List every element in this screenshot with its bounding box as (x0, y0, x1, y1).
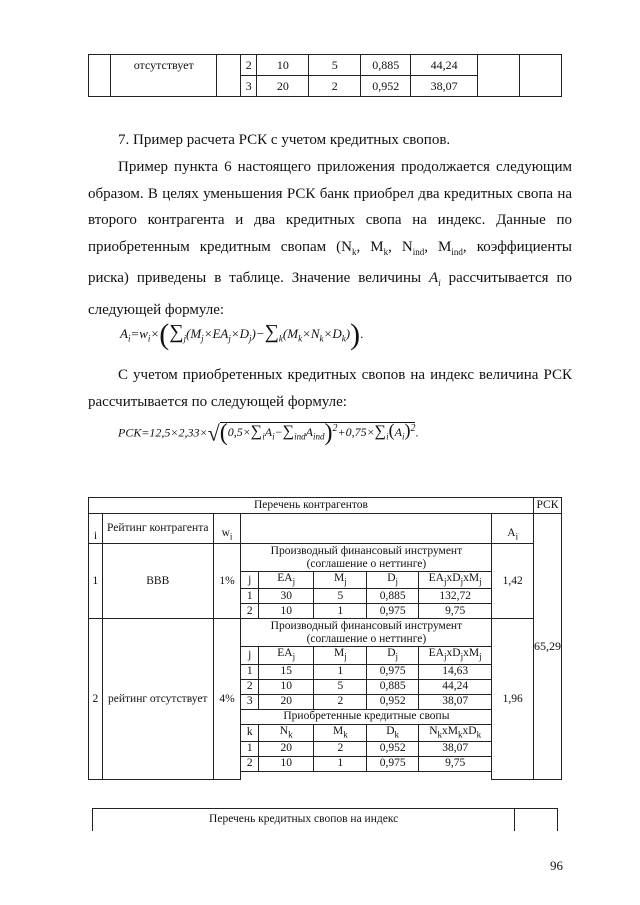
cp1-deriv-title: Производный финансовый инструмент (соглашение о неттинге) (241, 544, 492, 572)
index-cds-title: Перечень кредитных свопов на индекс (93, 809, 515, 831)
cp1-a: 1,42 (492, 544, 534, 619)
table-title: Перечень контрагентов (89, 498, 534, 514)
cp2-cds-title: Приобретенные кредитные свопы (241, 709, 492, 724)
top-table-fragment (88, 54, 562, 97)
top-m: 5 (309, 55, 361, 76)
paragraph-2: С учетом приобретенных кредитных свопов на индекс величина РСК рассчитывается по следующей формуле: (88, 367, 572, 410)
table-row: 2 10 5 0,885 44,24 (89, 679, 562, 694)
top-col-i (89, 55, 111, 76)
formula-ai: $A_i=w_i\times(\sum_j(M_j\times EA_j\times D_j)-\sum_k(M_k\times N_k\times D_k))$. (120, 318, 364, 351)
top-rating: отсутствует (111, 55, 217, 76)
table-row (89, 544, 562, 572)
table-row: 2 10 1 0,975 9,75 (89, 604, 562, 619)
section-heading: 7. Пример расчета РСК с учетом кредитных свопов. (118, 132, 451, 148)
index-cds-table (92, 808, 558, 831)
table-row (89, 55, 562, 76)
col-rating-header: Рейтинг контрагента (102, 514, 213, 544)
cp2-i: 2 (89, 619, 103, 780)
cp1-rating: BBB (102, 544, 213, 619)
top-prod: 44,24 (411, 55, 477, 76)
top-ea: 10 (257, 55, 309, 76)
table-row (89, 514, 562, 544)
col-a-header: $A_i$ (492, 514, 534, 544)
cp1-i: 1 (89, 544, 103, 619)
top-a (477, 55, 519, 76)
table-row: 2 10 1 0,975 9,75 (89, 756, 562, 771)
cp2-w: 4% (213, 619, 241, 780)
counterparty-table (88, 497, 562, 780)
table-row: j $EA_j$ $M_j$ $D_j$ $EA_jxD_jxM_j$ (89, 572, 562, 589)
rsk-header: РСК (533, 498, 561, 514)
table-row: 1 15 1 0,975 14,63 (89, 664, 562, 679)
paragraph-1: Пример пункта 6 настоящего приложения продолжается следующим образом. В целях уменьшения РСК банк приобрел два кредитных свопа на второго контрагента и два кредитных свопа на индекс. Данные по приобретенным кредитным свопам ($N_k$, $M_k$, $N_{ind}$, $M_{ind}$, коэффициенты риска) приведены в таблице. Значение величины $A_i$ рассчитывается по следующей формуле: (88, 159, 572, 318)
formula-rsk: $РСК=12,5\times 2,33\times√(0,5\times\sum_iA_i-\sum_{ind}A_{ind})^2+0,75\times\sum_i(A_i)^2$. (118, 420, 419, 446)
cp1-w: 1% (213, 544, 241, 619)
table-row: 1 20 2 0,952 38,07 (89, 741, 562, 756)
table-row (89, 619, 562, 647)
col-w-header: $w_i$ (213, 514, 241, 544)
table-row: 3 20 2 0,952 38,07 (89, 694, 562, 709)
cp2-rating: рейтинг отсутствует (102, 619, 213, 780)
col-i-header: i (89, 514, 103, 544)
table-row: 1 30 5 0,885 132,72 (89, 589, 562, 604)
table-row (93, 809, 558, 831)
table-row: k $N_k$ $M_k$ $D_k$ $N_kxM_kxD_k$ (89, 724, 562, 741)
table-row: j $EA_j$ $M_j$ $D_j$ $EA_jxD_jxM_j$ (89, 647, 562, 664)
cp2-a: 1,96 (492, 619, 534, 780)
rsk-value: 65,29 (533, 514, 561, 780)
top-w (217, 55, 241, 76)
table-row (89, 498, 562, 514)
table-row: 3 20 2 0,952 38,07 (89, 76, 562, 97)
top-rsk (519, 55, 561, 76)
page-number: 96 (550, 858, 563, 873)
top-d: 0,885 (361, 55, 411, 76)
cp2-deriv-title: Производный финансовый инструмент (соглашение о неттинге) (241, 619, 492, 647)
top-j: 2 (241, 55, 257, 76)
